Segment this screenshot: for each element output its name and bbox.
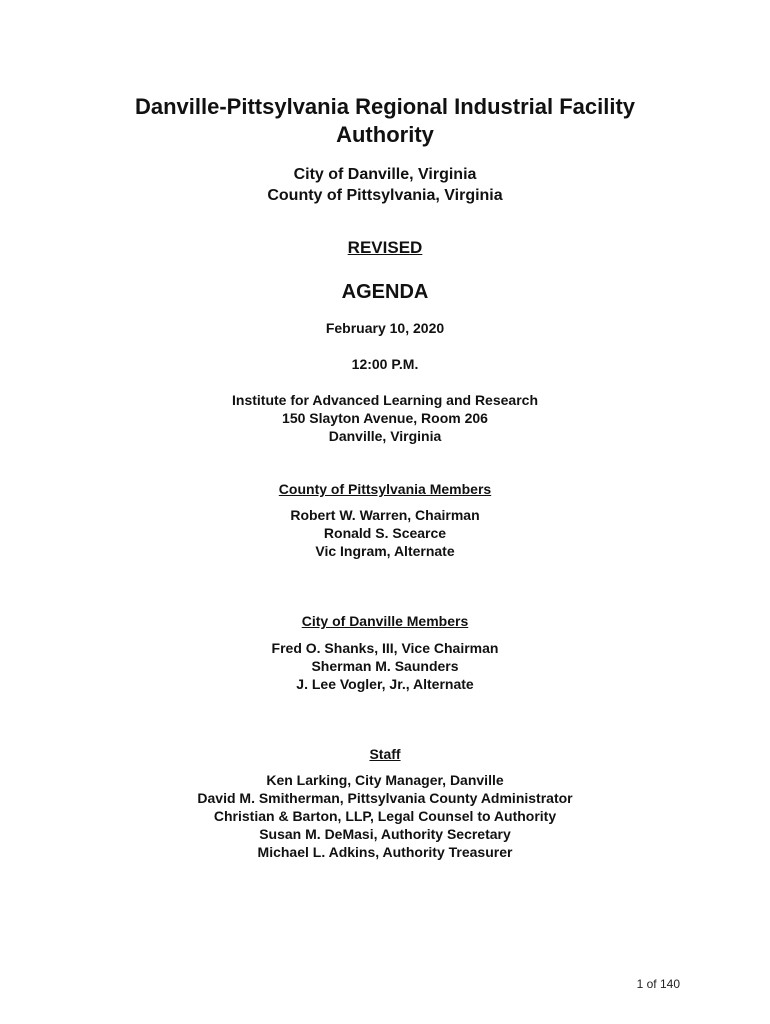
meeting-time: 12:00 P.M. bbox=[351, 356, 419, 372]
staff-member: Christian & Barton, LLP, Legal Counsel to Authority bbox=[213, 808, 557, 824]
staff-member: David M. Smitherman, Pittsylvania County Administrator bbox=[197, 790, 573, 806]
location-line-3: Danville, Virginia bbox=[328, 428, 442, 444]
staff-list bbox=[0, 771, 770, 861]
location-line-2: 150 Slayton Avenue, Room 206 bbox=[282, 410, 488, 426]
staff-member: Ken Larking, City Manager, Danville bbox=[266, 772, 504, 788]
county-member: Ronald S. Scearce bbox=[323, 525, 447, 541]
county-members-heading: County of Pittsylvania Members bbox=[278, 481, 492, 497]
location-line-1: Institute for Advanced Learning and Research bbox=[232, 392, 538, 408]
county-line: County of Pittsylvania, Virginia bbox=[267, 187, 503, 204]
city-line: City of Danville, Virginia bbox=[293, 166, 477, 183]
title-line-2: Authority bbox=[336, 122, 434, 147]
meeting-location bbox=[0, 391, 770, 445]
city-member: Fred O. Shanks, III, Vice Chairman bbox=[271, 640, 499, 656]
county-members-list bbox=[0, 506, 770, 560]
city-member: Sherman M. Saunders bbox=[311, 658, 459, 674]
document-title bbox=[0, 93, 770, 149]
agenda-heading: AGENDA bbox=[341, 281, 429, 303]
page-number: 1 of 140 bbox=[636, 977, 680, 991]
jurisdictions bbox=[0, 164, 770, 206]
city-members-heading: City of Danville Members bbox=[301, 613, 469, 629]
county-member: Vic Ingram, Alternate bbox=[315, 543, 455, 559]
revised-label: REVISED bbox=[347, 238, 423, 257]
city-member: J. Lee Vogler, Jr., Alternate bbox=[296, 676, 474, 692]
meeting-date: February 10, 2020 bbox=[325, 320, 445, 336]
city-members-list bbox=[0, 639, 770, 693]
staff-heading: Staff bbox=[369, 746, 401, 762]
staff-member: Susan M. DeMasi, Authority Secretary bbox=[259, 826, 511, 842]
county-member: Robert W. Warren, Chairman bbox=[290, 507, 480, 523]
title-line-1: Danville-Pittsylvania Regional Industrial Facility bbox=[134, 94, 636, 119]
staff-member: Michael L. Adkins, Authority Treasurer bbox=[257, 844, 513, 860]
